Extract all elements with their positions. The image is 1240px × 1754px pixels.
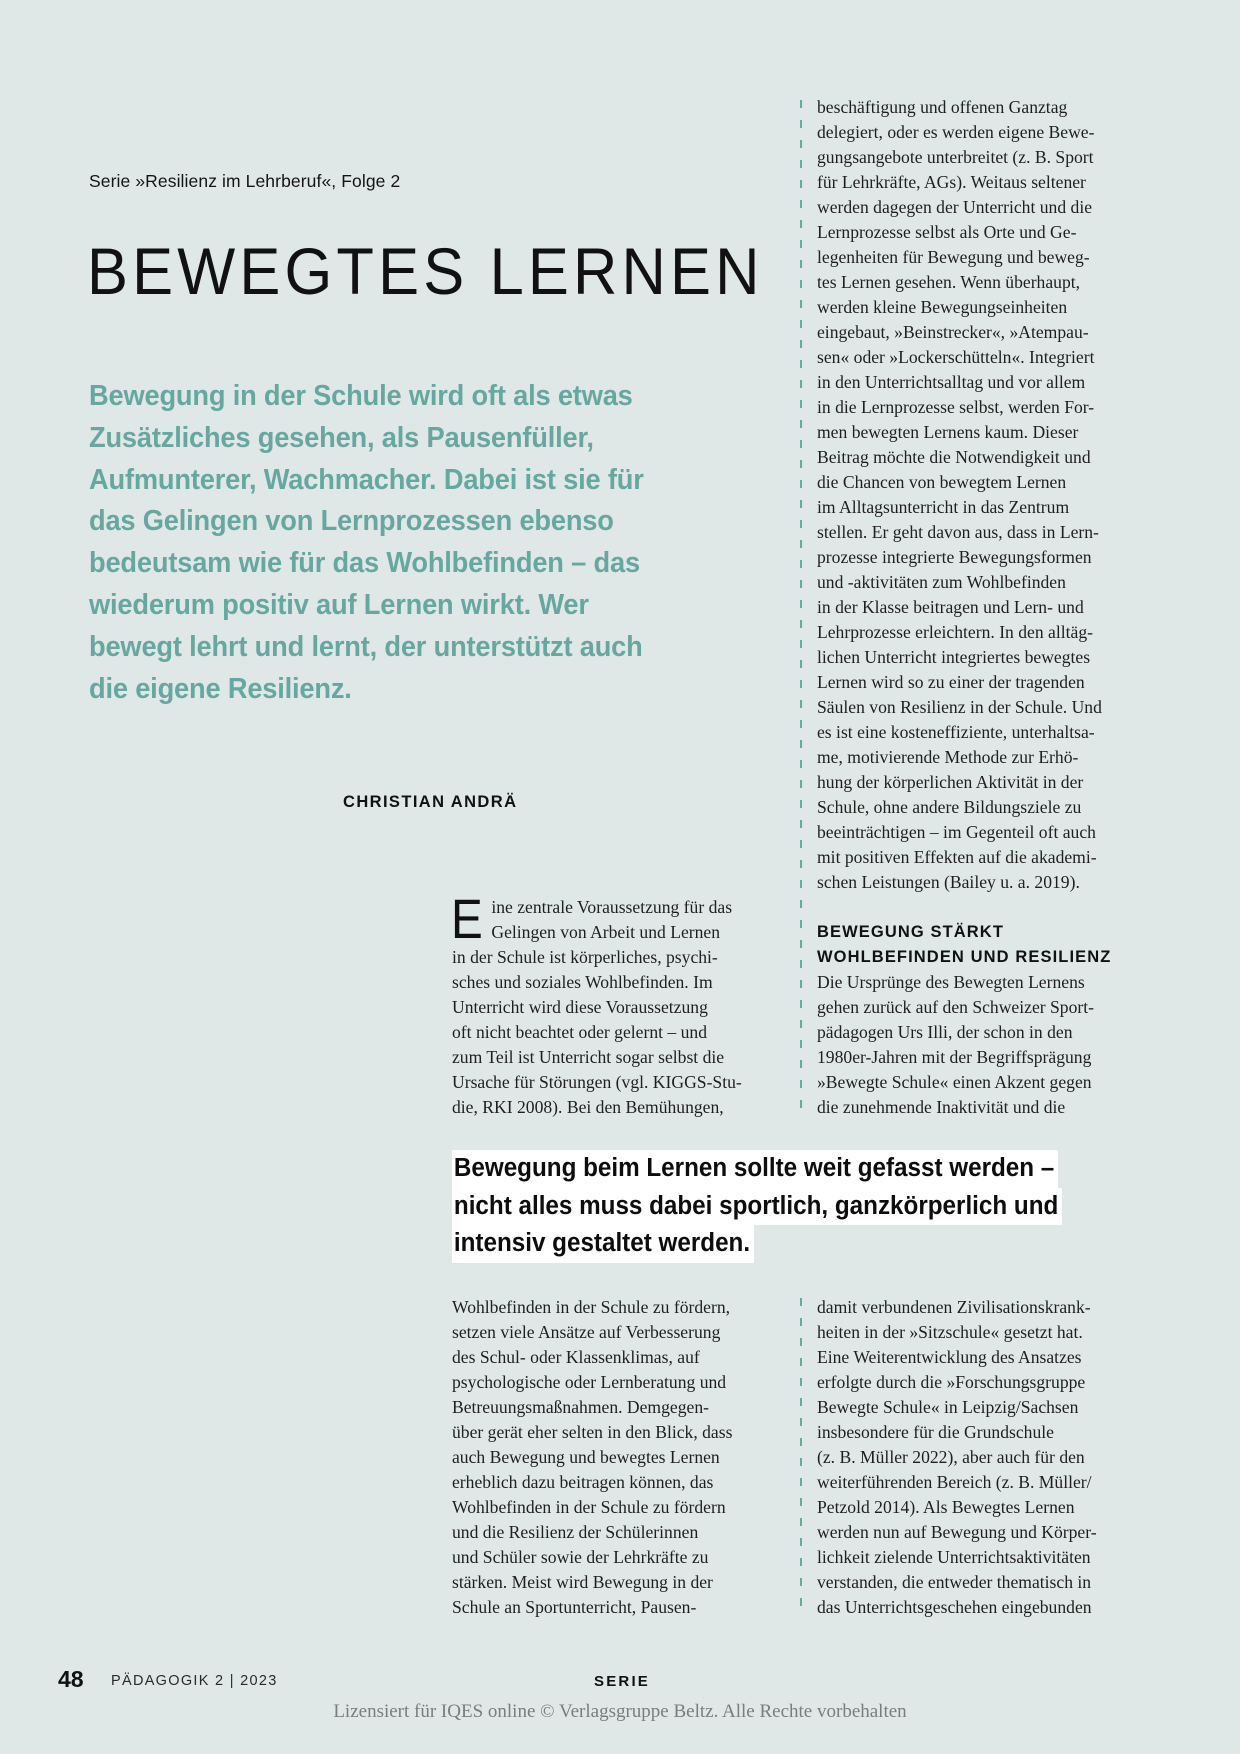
body-line: stellen. Er geht davon aus, dass in Lern- <box>817 522 1099 542</box>
body-line: und Schüler sowie der Lehrkräfte zu <box>452 1547 709 1567</box>
body-line: Die Ursprünge des Bewegten Lernens <box>817 972 1085 992</box>
body-line: sen« oder »Lockerschütteln«. Integriert <box>817 347 1095 367</box>
body-line: Wohlbefinden in der Schule zu fördern <box>452 1497 726 1517</box>
body-line: Gelingen von Arbeit und Lernen <box>491 922 721 942</box>
body-line: hung der körperlichen Aktivität in der <box>817 772 1084 792</box>
body-line: über gerät eher selten in den Blick, dass <box>452 1422 733 1442</box>
lead-line: Aufmunterer, Wachmacher. Dabei ist sie für <box>89 463 644 496</box>
body-line: das Unterrichtsgeschehen eingebunden <box>817 1597 1092 1617</box>
body-line: und die Resilienz der Schülerinnen <box>452 1522 699 1542</box>
body-line: eingebaut, »Beinstrecker«, »Atempau- <box>817 322 1089 342</box>
body-line: lichkeit zielende Unterrichtsaktivitäten <box>817 1547 1091 1567</box>
body-line: und -aktivitäten zum Wohlbefinden <box>817 572 1066 592</box>
body-line: es ist eine kosteneffiziente, unterhaltsa- <box>817 722 1095 742</box>
column-divider <box>800 1298 802 1616</box>
body-line: beschäftigung und offenen Ganztag <box>817 97 1068 117</box>
body-line: gehen zurück auf den Schweizer Sport- <box>817 997 1094 1017</box>
drop-cap: E <box>451 887 483 950</box>
lead-line: das Gelingen von Lernprozessen ebenso <box>89 505 614 538</box>
lead-line: Zusätzliches gesehen, als Pausenfüller, <box>89 421 594 454</box>
body-line: Lehrprozesse erleichtern. In den alltäg- <box>817 622 1093 642</box>
body-line: Lernprozesse selbst als Orte und Ge- <box>817 222 1077 242</box>
body-line: »Bewegte Schule« einen Akzent gegen <box>817 1072 1092 1092</box>
body-column-left-top <box>451 887 792 1120</box>
body-line: legenheiten für Bewegung und beweg- <box>817 247 1090 267</box>
body-line: Betreuungsmaßnahmen. Demgegen- <box>452 1397 709 1417</box>
lead-line: bedeutsam wie für das Wohlbefinden – das <box>89 547 640 580</box>
body-line: me, motivierende Methode zur Erhö- <box>817 747 1079 767</box>
body-line: Wohlbefinden in der Schule zu fördern, <box>452 1297 731 1317</box>
body-column-right-top <box>817 95 1167 1120</box>
body-column-left-bottom <box>452 1295 792 1620</box>
body-column-right-bottom <box>817 1295 1167 1620</box>
body-line: schen Leistungen (Bailey u. a. 2019). <box>817 872 1080 892</box>
body-line: werden kleine Bewegungseinheiten <box>817 297 1068 317</box>
section-subheading <box>817 920 1167 970</box>
body-line: mit positiven Effekten auf die akademi- <box>817 847 1097 867</box>
article-title: BEWEGTES LERNEN <box>87 234 764 308</box>
body-line: 1980er-Jahren mit der Begriffsprägung <box>817 1047 1092 1067</box>
body-line: damit verbundenen Zivilisationskrank- <box>817 1297 1091 1317</box>
body-line: setzen viele Ansätze auf Verbesserung <box>452 1322 721 1342</box>
body-line: tes Lernen gesehen. Wenn überhaupt, <box>817 272 1081 292</box>
body-line: stärken. Meist wird Bewegung in der <box>452 1572 713 1592</box>
author-byline: CHRISTIAN ANDRÄ <box>343 793 518 811</box>
lead-paragraph <box>89 376 779 710</box>
body-line: ine zentrale Voraussetzung für das <box>491 897 733 917</box>
pull-quote-line: intensiv gestaltet werden. <box>452 1225 754 1263</box>
body-line: erheblich dazu beitragen können, das <box>452 1472 714 1492</box>
body-line: psychologische oder Lernberatung und <box>452 1372 727 1392</box>
body-line: Schule, ohne andere Bildungsziele zu <box>817 797 1082 817</box>
body-line: men bewegten Lernens kaum. Dieser <box>817 422 1079 442</box>
body-line: oft nicht beachtet oder gelernt – und <box>452 1022 708 1042</box>
body-line: heiten in der »Sitzschule« gesetzt hat. <box>817 1322 1083 1342</box>
lead-line: bewegt lehrt und lernt, der unterstützt auch <box>89 630 643 663</box>
body-line: die zunehmende Inaktivität und die <box>817 1097 1066 1117</box>
body-line: Lernen wird so zu einer der tragenden <box>817 672 1085 692</box>
subheading-line: BEWEGUNG STÄRKT <box>817 923 1004 941</box>
subheading-line: WOHLBEFINDEN UND RESILIENZ <box>817 948 1112 966</box>
body-line: werden nun auf Bewegung und Körper- <box>817 1522 1097 1542</box>
body-line: lichen Unterricht integriertes bewegtes <box>817 647 1091 667</box>
body-line: sches und soziales Wohlbefinden. Im <box>452 972 713 992</box>
body-line: in den Unterrichtsalltag und vor allem <box>817 372 1086 392</box>
body-line: zum Teil ist Unterricht sogar selbst die <box>452 1047 725 1067</box>
body-line: gungsangebote unterbreitet (z. B. Sport <box>817 147 1094 167</box>
lead-line: wiederum positiv auf Lernen wirkt. Wer <box>89 588 589 621</box>
body-line: die, RKI 2008). Bei den Bemühungen, <box>452 1097 724 1117</box>
body-line: beeinträchtigen – im Gegenteil oft auch <box>817 822 1096 842</box>
body-line: insbesondere für die Grundschule <box>817 1422 1054 1442</box>
series-label: Serie »Resilienz im Lehrberuf«, Folge 2 <box>89 171 401 191</box>
pull-quote <box>452 1150 1172 1263</box>
body-line: Petzold 2014). Als Bewegtes Lernen <box>817 1497 1075 1517</box>
body-line: weiterführenden Bereich (z. B. Müller/ <box>817 1472 1092 1492</box>
body-line: Bewegte Schule« in Leipzig/Sachsen <box>817 1397 1079 1417</box>
body-line: in die Lernprozesse selbst, werden For- <box>817 397 1095 417</box>
body-line: erfolgte durch die »Forschungsgruppe <box>817 1372 1086 1392</box>
body-line: (z. B. Müller 2022), aber auch für den <box>817 1447 1085 1467</box>
lead-line: Bewegung in der Schule wird oft als etwas <box>89 380 633 412</box>
lead-line: die eigene Resilienz. <box>89 672 352 705</box>
body-line: werden dagegen der Unterricht und die <box>817 197 1093 217</box>
journal-issue: PÄDAGOGIK 2 | 2023 <box>111 1673 278 1689</box>
section-label: SERIE <box>594 1673 651 1690</box>
license-notice: Lizensiert für IQES online © Verlagsgruppe Beltz. Alle Rechte vorbehalten <box>333 1701 907 1722</box>
pull-quote-line: nicht alles muss dabei sportlich, ganzkörperlich und <box>452 1188 1062 1226</box>
body-line: Ursache für Störungen (vgl. KIGGS-Stu- <box>452 1072 742 1092</box>
body-line: für Lehrkräfte, AGs). Weitaus seltener <box>817 172 1086 192</box>
body-line: auch Bewegung und bewegtes Lernen <box>452 1447 720 1467</box>
body-line: Unterricht wird diese Voraussetzung <box>452 997 708 1017</box>
body-line: im Alltagsunterricht in das Zentrum <box>817 497 1070 517</box>
body-line: Säulen von Resilienz in der Schule. Und <box>817 697 1102 717</box>
body-line: pädagogen Urs Illi, der schon in den <box>817 1022 1073 1042</box>
body-line: prozesse integrierte Bewegungsformen <box>817 547 1092 567</box>
body-line: Eine Weiterentwicklung des Ansatzes <box>817 1347 1082 1367</box>
body-line: verstanden, die entweder thematisch in <box>817 1572 1092 1592</box>
column-divider <box>800 100 802 1118</box>
body-line: in der Klasse beitragen und Lern- und <box>817 597 1084 617</box>
body-line: in der Schule ist körperliches, psychi- <box>452 947 718 967</box>
body-line: Schule an Sportunterricht, Pausen- <box>452 1597 697 1617</box>
body-line: des Schul- oder Klassenklimas, auf <box>452 1347 700 1367</box>
page-number: 48 <box>58 1666 84 1692</box>
body-line: delegiert, oder es werden eigene Bewe- <box>817 122 1095 142</box>
body-line: die Chancen von bewegtem Lernen <box>817 472 1067 492</box>
pull-quote-line: Bewegung beim Lernen sollte weit gefasst werden – <box>452 1150 1058 1188</box>
body-line: Beitrag möchte die Notwendigkeit und <box>817 447 1091 467</box>
